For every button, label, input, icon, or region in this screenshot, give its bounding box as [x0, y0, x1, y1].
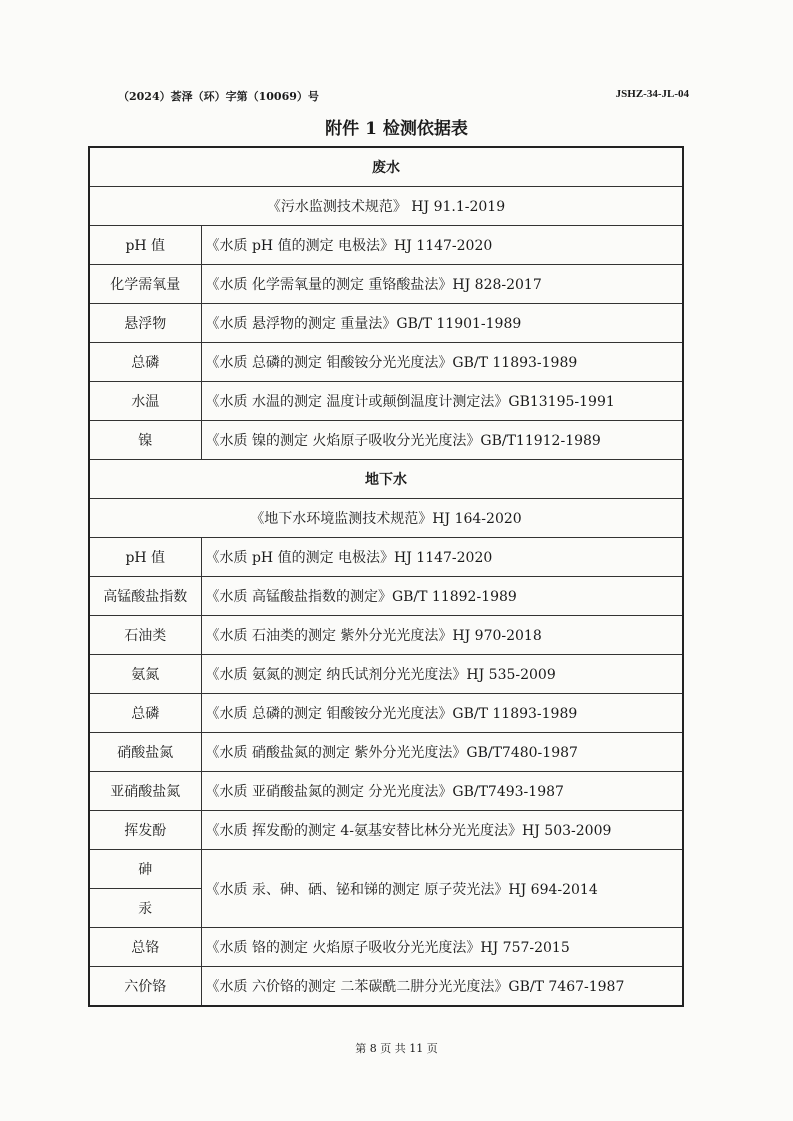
parameter-cell: 挥发酚	[89, 811, 201, 850]
method-cell: 《水质 氨氮的测定 纳氏试剂分光光度法》HJ 535-2009	[201, 655, 683, 694]
basis-table	[88, 146, 684, 1007]
method-cell: 《水质 亚硝酸盐氮的测定 分光光度法》GB/T7493-1987	[201, 772, 683, 811]
page-title: 附件 1 检测依据表	[325, 119, 468, 139]
method-cell: 《水质 六价铬的测定 二苯碳酰二肼分光光度法》GB/T 7467-1987	[201, 967, 683, 1007]
method-cell-merged: 《水质 汞、砷、硒、铋和锑的测定 原子荧光法》HJ 694-2014	[201, 850, 683, 928]
spec-wastewater: 《污水监测技术规范》 HJ 91.1-2019	[89, 187, 683, 226]
method-cell: 《水质 化学需氧量的测定 重铬酸盐法》HJ 828-2017	[201, 265, 683, 304]
parameter-cell: 氨氮	[89, 655, 201, 694]
parameter-cell: 总磷	[89, 343, 201, 382]
table-row	[89, 616, 683, 655]
table-row	[89, 304, 683, 343]
method-cell: 《水质 悬浮物的测定 重量法》GB/T 11901-1989	[201, 304, 683, 343]
method-cell: 《水质 挥发酚的测定 4-氨基安替比林分光光度法》HJ 503-2009	[201, 811, 683, 850]
section-title-wastewater: 废水	[89, 147, 683, 187]
parameter-cell: 砷	[89, 850, 201, 889]
section-row-wastewater	[89, 147, 683, 187]
parameter-cell: 总磷	[89, 694, 201, 733]
parameter-cell: 硝酸盐氮	[89, 733, 201, 772]
method-cell: 《水质 硝酸盐氮的测定 紫外分光光度法》GB/T7480-1987	[201, 733, 683, 772]
table-row	[89, 343, 683, 382]
parameter-cell: 亚硝酸盐氮	[89, 772, 201, 811]
method-cell: 《水质 铬的测定 火焰原子吸收分光光度法》HJ 757-2015	[201, 928, 683, 967]
table-row-merged	[89, 850, 683, 889]
method-cell: 《水质 镍的测定 火焰原子吸收分光光度法》GB/T11912-1989	[201, 421, 683, 460]
parameter-cell: 汞	[89, 889, 201, 928]
method-cell: 《水质 pH 值的测定 电极法》HJ 1147-2020	[201, 538, 683, 577]
table-row	[89, 382, 683, 421]
table-row	[89, 538, 683, 577]
form-code: JSHZ-34-JL-04	[615, 88, 689, 100]
method-cell: 《水质 pH 值的测定 电极法》HJ 1147-2020	[201, 226, 683, 265]
parameter-cell: 石油类	[89, 616, 201, 655]
table-row	[89, 577, 683, 616]
document-number: （2024）荟泽（环）字第（10069）号	[118, 90, 319, 103]
table-row	[89, 811, 683, 850]
table-row	[89, 772, 683, 811]
parameter-cell: pH 值	[89, 226, 201, 265]
parameter-cell: 镍	[89, 421, 201, 460]
parameter-cell: 水温	[89, 382, 201, 421]
table-row	[89, 967, 683, 1007]
parameter-cell: 总铬	[89, 928, 201, 967]
method-cell: 《水质 高锰酸盐指数的测定》GB/T 11892-1989	[201, 577, 683, 616]
table-row	[89, 928, 683, 967]
spec-groundwater: 《地下水环境监测技术规范》HJ 164-2020	[89, 499, 683, 538]
spec-row-groundwater	[89, 499, 683, 538]
table-row	[89, 226, 683, 265]
parameter-cell: 悬浮物	[89, 304, 201, 343]
table-row	[89, 694, 683, 733]
table-row	[89, 265, 683, 304]
section-row-groundwater	[89, 460, 683, 499]
table-row	[89, 655, 683, 694]
parameter-cell: 化学需氧量	[89, 265, 201, 304]
section-title-groundwater: 地下水	[89, 460, 683, 499]
parameter-cell: pH 值	[89, 538, 201, 577]
method-cell: 《水质 石油类的测定 紫外分光光度法》HJ 970-2018	[201, 616, 683, 655]
method-cell: 《水质 总磷的测定 钼酸铵分光光度法》GB/T 11893-1989	[201, 343, 683, 382]
parameter-cell: 高锰酸盐指数	[89, 577, 201, 616]
spec-row-wastewater	[89, 187, 683, 226]
table-row	[89, 421, 683, 460]
table-row	[89, 733, 683, 772]
parameter-cell: 六价铬	[89, 967, 201, 1007]
method-cell: 《水质 总磷的测定 钼酸铵分光光度法》GB/T 11893-1989	[201, 694, 683, 733]
page-number: 第 8 页 共 11 页	[355, 1042, 438, 1055]
method-cell: 《水质 水温的测定 温度计或颠倒温度计测定法》GB13195-1991	[201, 382, 683, 421]
